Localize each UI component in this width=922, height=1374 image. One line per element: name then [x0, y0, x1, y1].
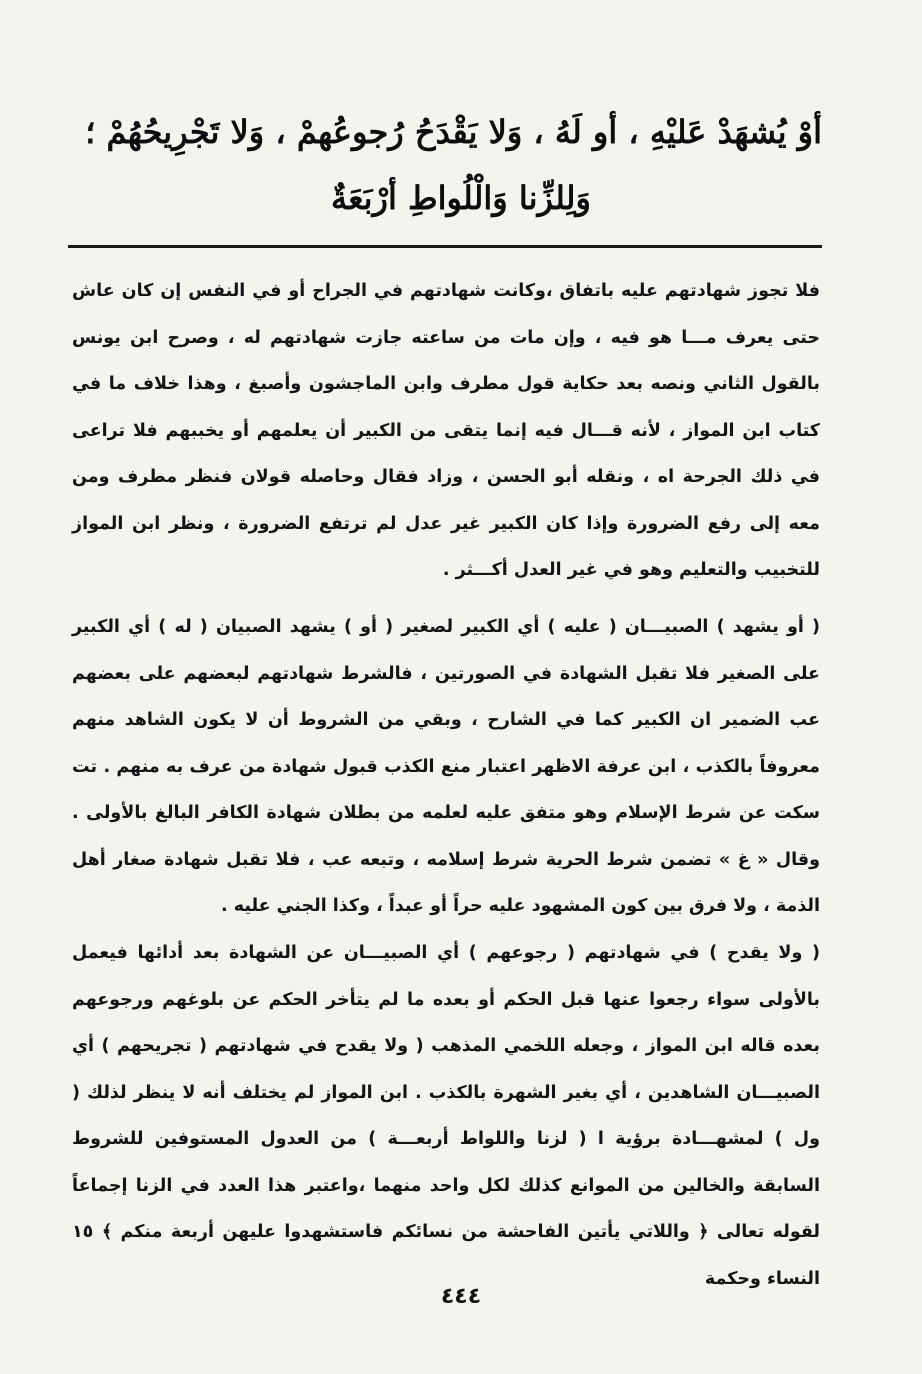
matn-line-1: أوْ يُشهَدْ عَليْهِ ، أو لَهُ ، وَلا يَقْدَحُ رُجوعُهمْ ، وَلا تَجْرِيحُهُمْ ؛ — [85, 113, 822, 151]
matn-line-2: وَلِلزِّنا وَالْلُواطِ أرْبَعَةٌ — [331, 179, 591, 217]
commentary-paragraph-2: ( أو يشهد ) الصبيـــان ( عليه ) أي الكبير لصغير ( أو ) يشهد الصبيان ( له ) أي الكبير على الصغير فلا تقبل الشهادة في الصورتين ، فالشرط شهادتهم لبعضهم على بعضهم عب الضمير ان الكبير كما في الشارح ، وبقي من الشروط أن لا يكون الشاهد منهم معروفاً بالكذب ، ابن عرفة الاظهر اعتبار منع الكذب قبول شهادة من عرف به منهم . تت سكت عن شرط الإسلام وهو متفق عليه لعلمه من بطلان شهادة الكافر البالغ بالأولى . وقال « غ » تضمن شرط الحرية شرط إسلامه ، وتبعه عب ، فلا تقبل شهادة صغار أهل الذمة ، ولا فرق بين كون المشهود عليه حراً أو عبداً ، وكذا الجني عليه . — [72, 617, 820, 916]
separator-rule — [68, 245, 822, 248]
commentary-paragraph-1: فلا تجوز شهادتهم عليه باتفاق ،وكانت شهادتهم في الجراح أو في النفس إن كان عاش حتى يعرف مـــا هو فيه ، وإن مات من ساعته جازت شهادتهم له ، وصرح ابن يونس بالقول الثاني ونصه بعد حكاية قول مطرف وابن الماجشون وأصبغ ، وهذا خلاف ما في كتاب ابن المواز ، لأنه قـــال فيه إنما يتقى من الكبير أن يعلمهم أو يخببهم فلا تراعى في ذلك الجرحة اه ، ونقله أبو الحسن ، وزاد فقال وحاصله قولان فنظر مطرف ومن معه إلى رفع الضرورة وإذا كان الكبير غير عدل لم ترتفع الضرورة ، ونظر ابن المواز للتخبيب والتعليم وهو في غير العدل أكـــثر . — [72, 281, 820, 580]
page-number: ٤٤٤ — [440, 1284, 482, 1309]
commentary-paragraph-3: ( ولا يقدح ) في شهادتهم ( رجوعهم ) أي الصبيـــان عن الشهادة بعد أدائها فيعمل بالأولى سواء رجعوا عنها قبل الحكم أو بعده ما لم يتأخر الحكم عن بلوغهم ورجوعهم بعده قاله ابن المواز ، وجعله اللخمي المذهب ( ولا يقدح في شهادتهم ( تجريحهم ) أي الصبيـــان الشاهدين ، أي بغير الشهرة بالكذب . ابن المواز لم يختلف أنه لا ينظر لذلك ( ول ) لمشهـــادة برؤية ا ( لزنا واللواط أربعـــة ) من العدول المستوفين للشروط السابقة والخالين من الموانع كذلك لكل واحد منهما ،واعتبر هذا العدد في الزنا إجماعاً لقوله تعالى ﴿ واللاتي يأتين الفاحشة من نسائكم فاستشهدوا عليهن أربعة منكم ﴾ ١٥ النساء وحكمة — [72, 943, 820, 1289]
